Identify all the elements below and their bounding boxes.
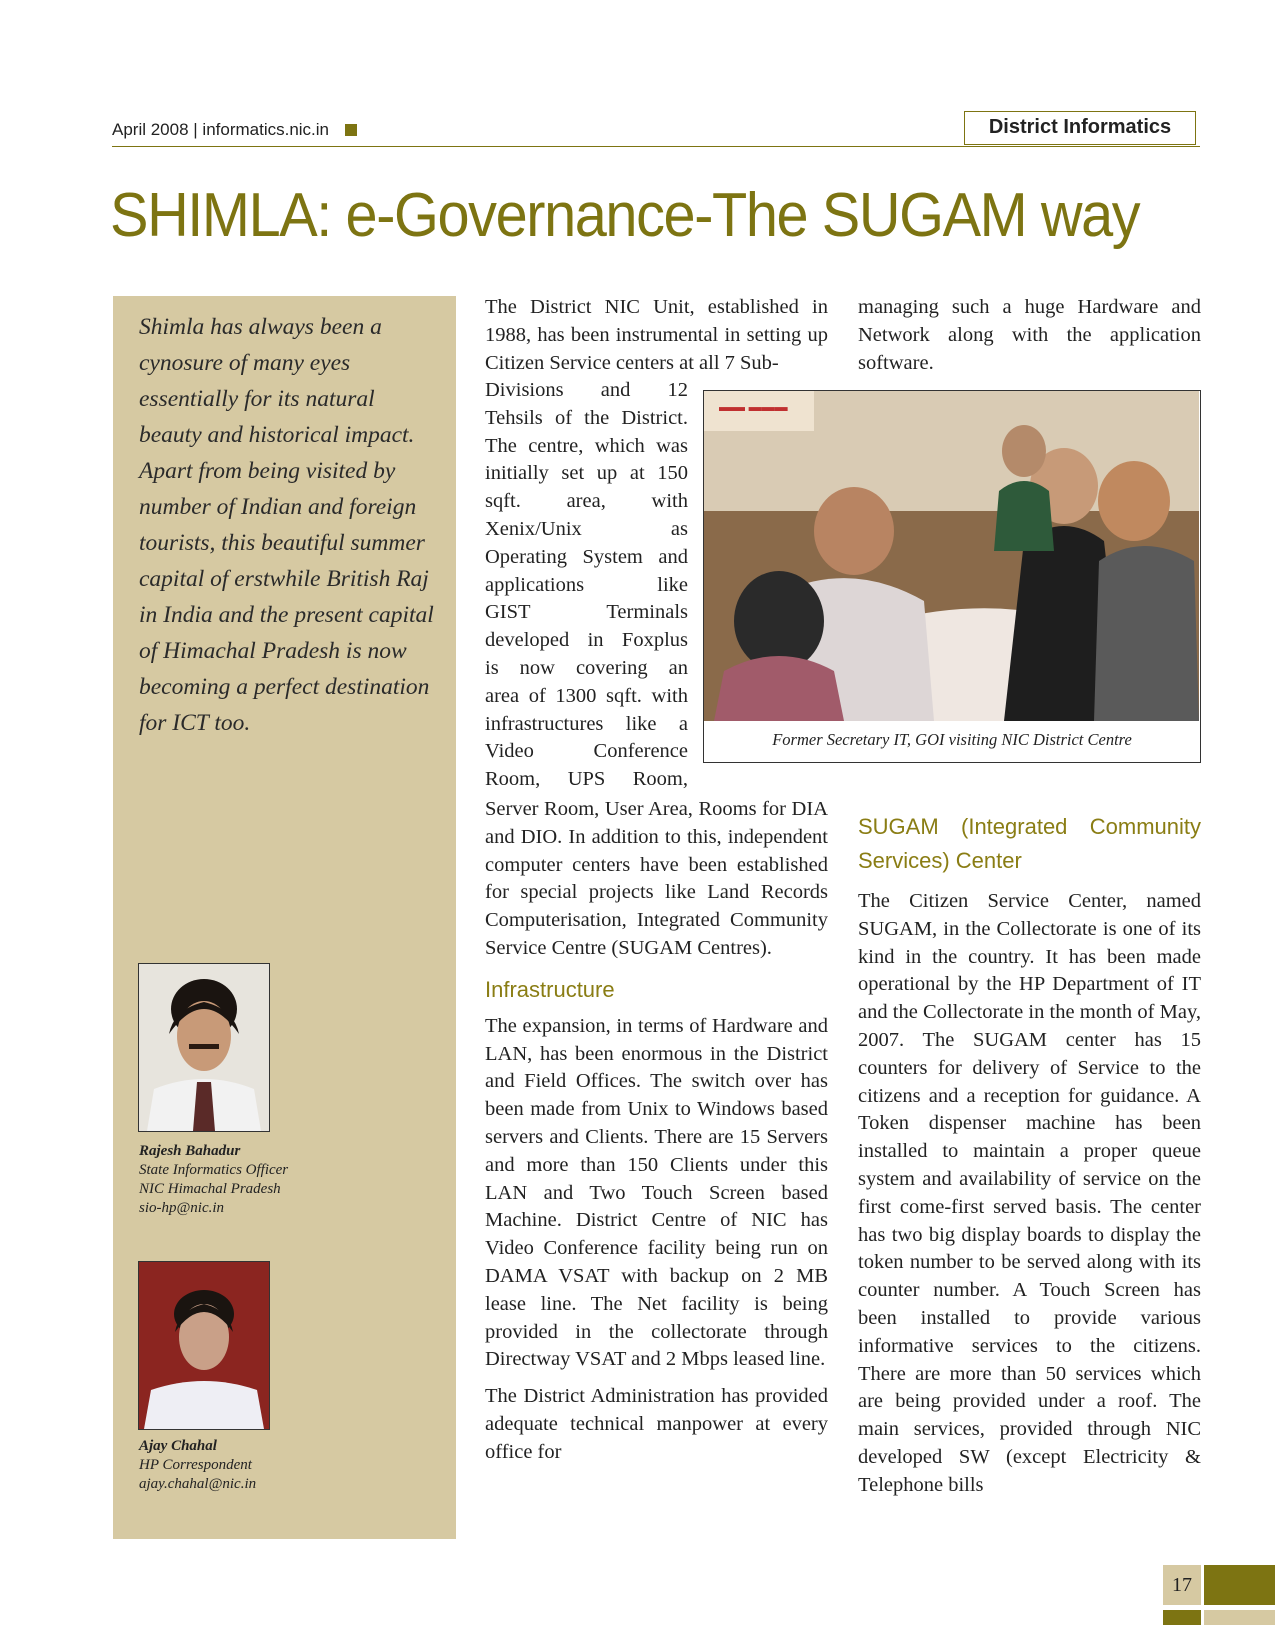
author-name: Ajay Chahal [139,1438,217,1454]
text-line: area of 1300 sqft. with [485,684,688,707]
text-line: Video Conference [485,740,688,763]
author-name: Rajesh Bahadur [139,1143,241,1159]
footer-bar-small [1163,1610,1201,1625]
square-bullet-icon [345,124,357,136]
section-label: District Informatics [964,111,1196,145]
text-line: Operating System and [485,545,688,568]
text-line: sqft. area, with [485,490,688,513]
column-one [485,294,828,377]
column-two-top-paragraph: managing such a huge Hardware and Network along with the application software. [858,296,1201,374]
intro-bottom-paragraph: Server Room, User Area, Rooms for DIA and DIO. In addition to this, independent computer centers have been established for special projects like Land Records Computerisation, Integrated Community Service Centre (SUGAM Centres). [485,798,828,959]
infrastructure-heading: Infrastructure [485,976,615,1002]
author-photo-ajay [138,1261,270,1430]
author-email: ajay.chahal@nic.in [139,1476,257,1492]
feature-photo-illustration [704,391,1199,721]
infrastructure-paragraph: The expansion, in terms of Hardware and LAN, has been enormous in the District and Field Offices. The switch over has been made from Unix to Windows based servers and Clients. There are 15 Servers and more than 150 Clients under this LAN and Two Touch Screen based Machine. District Centre of NIC has Video Conference facility being run on DAMA VSAT with backup on 2 MB lease line. The Net facility is being provided in the collectorate through Directway VSAT and 2 Mbps leased line. [485,1014,828,1371]
page-number: 17 [1163,1565,1201,1605]
text-line: Divisions and 12 [485,379,688,401]
intro-narrow-block [485,377,688,794]
footer-bar [1204,1565,1275,1605]
author-org: NIC Himachal Pradesh [139,1181,281,1197]
text-line: initially set up at 150 [485,462,688,485]
svg-text:▬▬ ▬▬▬: ▬▬ ▬▬▬ [719,399,788,414]
author-role: HP Correspondent [139,1457,252,1473]
intro-top-paragraph: The District NIC Unit, established in 1988, has been instrumental in setting up Citizen Service centers at all 7 Sub- [485,296,828,374]
column-two-sugam [858,810,1201,1500]
author-email: sio-hp@nic.in [139,1200,225,1216]
text-line: is now covering an [485,656,688,679]
photo-caption: Former Secretary IT, GOI visiting NIC District Centre [772,730,1132,749]
text-line: applications like [485,573,688,596]
sugam-paragraph: The Citizen Service Center, named SUGAM, in the Collectorate is one of its kind in the country. It has been made operational by the HP Department of IT and the Collectorate in the month of May, 2007. The SUGAM center has 15 counters for delivery of Service to the citizens and a reception for guidance. A Token dispenser machine has been installed to maintain a proper queue system and availability of service on the first come-first served basis. The center has two big display boards to display the token number to be served along with its counter number. A Touch Screen has been installed to provide various informative services to the citizens. There are more than 50 services which are being provided under a roof. The main services, provided through NIC developed SW (except Electricity & Telephone bills [858,890,1201,1496]
header-issue-info [112,120,357,140]
intro-bottom-block [485,796,828,1467]
pull-quote: Shimla has always been a cynosure of many eyes essentially for its natural beauty and historical impact. Apart from being visited by number of Indian and foreign tourists, this beautiful summer capital of erstwhile British Raj in India and the present capital of Himachal Pradesh is now becoming a perfect destination for ICT too. [139,314,434,736]
author-role: State Informatics Officer [139,1162,289,1178]
article-title: SHIMLA: e-Governance-The SUGAM way [110,181,1140,250]
text-line: Room, UPS Room, [485,768,688,791]
text-line: infrastructures like a [485,712,688,735]
administration-paragraph: The District Administration has provided adequate technical manpower at every office for [485,1385,828,1463]
sugam-heading: SUGAM (Integrated Community Services) Center [858,814,1201,873]
header-divider [112,146,1200,147]
text-line: developed in Foxplus [485,629,688,652]
column-two-top [858,294,1201,377]
author-bio-ajay [139,1437,256,1494]
text-line: Tehsils of the District. [485,406,688,429]
footer-bar-thin [1204,1610,1275,1625]
feature-photo [703,390,1201,763]
author-bio-rajesh [139,1142,288,1218]
header-issue-text: April 2008 | informatics.nic.in [112,120,330,139]
text-line: Xenix/Unix as [485,517,688,540]
text-line: GIST Terminals [485,601,688,624]
author-photo-rajesh [138,963,270,1132]
text-line: The centre, which was [485,434,688,457]
